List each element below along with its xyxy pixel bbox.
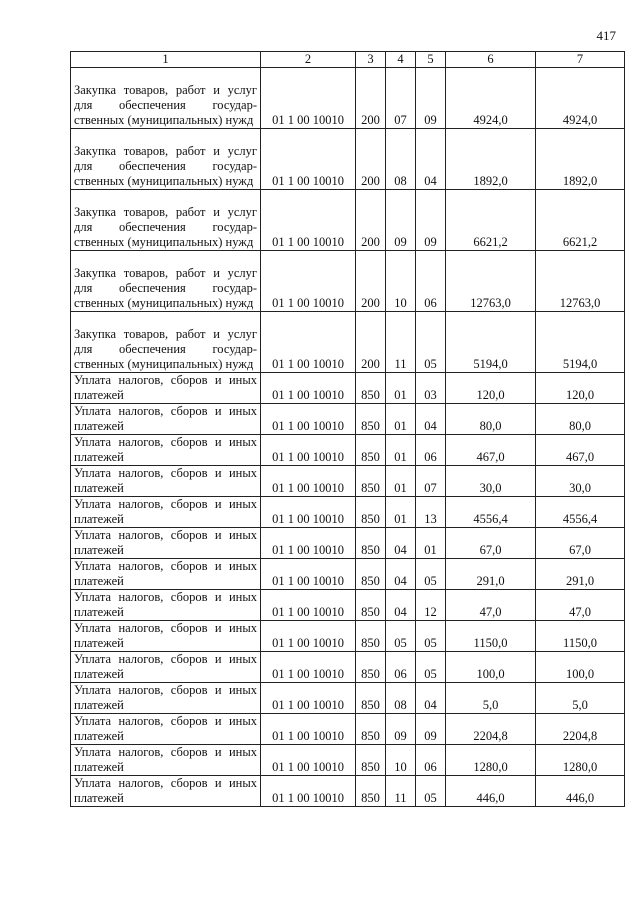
subsection-cell: 09 bbox=[416, 68, 446, 129]
table-row bbox=[71, 683, 625, 714]
expense-type-cell: 850 bbox=[356, 714, 386, 745]
expense-type-cell: 200 bbox=[356, 251, 386, 312]
description-cell: Закупка товаров, работ и услуг для обеспечения государ-ственных (муниципальных) нужд bbox=[71, 129, 261, 190]
description-cell: Уплата налогов, сборов и иных платежей bbox=[71, 714, 261, 745]
code-cell: 01 1 00 10010 bbox=[261, 497, 356, 528]
description-cell: Уплата налогов, сборов и иных платежей bbox=[71, 404, 261, 435]
table-row bbox=[71, 621, 625, 652]
code-cell: 01 1 00 10010 bbox=[261, 590, 356, 621]
amount-cell: 1150,0 bbox=[536, 621, 625, 652]
header-cell: 7 bbox=[536, 52, 625, 68]
section-cell: 06 bbox=[386, 652, 416, 683]
amount-cell: 30,0 bbox=[536, 466, 625, 497]
expense-type-cell: 850 bbox=[356, 559, 386, 590]
table-row bbox=[71, 312, 625, 373]
description-cell: Уплата налогов, сборов и иных платежей bbox=[71, 466, 261, 497]
code-cell: 01 1 00 10010 bbox=[261, 714, 356, 745]
section-cell: 04 bbox=[386, 590, 416, 621]
description-cell: Уплата налогов, сборов и иных платежей bbox=[71, 528, 261, 559]
expense-type-cell: 850 bbox=[356, 404, 386, 435]
subsection-cell: 04 bbox=[416, 683, 446, 714]
table-row bbox=[71, 404, 625, 435]
table-row bbox=[71, 745, 625, 776]
header-cell: 5 bbox=[416, 52, 446, 68]
table-row bbox=[71, 776, 625, 807]
amount-cell: 291,0 bbox=[536, 559, 625, 590]
amount-cell: 6621,2 bbox=[536, 190, 625, 251]
amount-cell: 30,0 bbox=[446, 466, 536, 497]
table-row bbox=[71, 528, 625, 559]
amount-cell: 4556,4 bbox=[536, 497, 625, 528]
expense-type-cell: 850 bbox=[356, 745, 386, 776]
expense-type-cell: 850 bbox=[356, 435, 386, 466]
subsection-cell: 05 bbox=[416, 559, 446, 590]
amount-cell: 5,0 bbox=[446, 683, 536, 714]
expense-type-cell: 850 bbox=[356, 590, 386, 621]
amount-cell: 5,0 bbox=[536, 683, 625, 714]
subsection-cell: 09 bbox=[416, 190, 446, 251]
amount-cell: 1280,0 bbox=[446, 745, 536, 776]
amount-cell: 5194,0 bbox=[446, 312, 536, 373]
header-cell: 6 bbox=[446, 52, 536, 68]
description-cell: Закупка товаров, работ и услуг для обеспечения государ-ственных (муниципальных) нужд bbox=[71, 190, 261, 251]
amount-cell: 1892,0 bbox=[536, 129, 625, 190]
description-cell: Закупка товаров, работ и услуг для обеспечения государ-ственных (муниципальных) нужд bbox=[71, 68, 261, 129]
budget-table bbox=[70, 51, 625, 807]
subsection-cell: 06 bbox=[416, 745, 446, 776]
expense-type-cell: 850 bbox=[356, 652, 386, 683]
amount-cell: 5194,0 bbox=[536, 312, 625, 373]
table-row bbox=[71, 435, 625, 466]
expense-type-cell: 200 bbox=[356, 312, 386, 373]
table-row bbox=[71, 251, 625, 312]
table-row bbox=[71, 652, 625, 683]
description-cell: Закупка товаров, работ и услуг для обеспечения государ-ственных (муниципальных) нужд bbox=[71, 312, 261, 373]
expense-type-cell: 850 bbox=[356, 683, 386, 714]
page-number: 417 bbox=[596, 28, 616, 43]
header-cell: 3 bbox=[356, 52, 386, 68]
code-cell: 01 1 00 10010 bbox=[261, 528, 356, 559]
subsection-cell: 05 bbox=[416, 776, 446, 807]
amount-cell: 47,0 bbox=[536, 590, 625, 621]
table-row bbox=[71, 590, 625, 621]
description-cell: Уплата налогов, сборов и иных платежей bbox=[71, 590, 261, 621]
description-cell: Уплата налогов, сборов и иных платежей bbox=[71, 435, 261, 466]
amount-cell: 446,0 bbox=[536, 776, 625, 807]
subsection-cell: 01 bbox=[416, 528, 446, 559]
description-cell: Уплата налогов, сборов и иных платежей bbox=[71, 497, 261, 528]
amount-cell: 100,0 bbox=[446, 652, 536, 683]
section-cell: 05 bbox=[386, 621, 416, 652]
description-cell: Уплата налогов, сборов и иных платежей bbox=[71, 559, 261, 590]
code-cell: 01 1 00 10010 bbox=[261, 435, 356, 466]
table-row bbox=[71, 559, 625, 590]
amount-cell: 80,0 bbox=[446, 404, 536, 435]
amount-cell: 291,0 bbox=[446, 559, 536, 590]
description-cell: Закупка товаров, работ и услуг для обеспечения государ-ственных (муниципальных) нужд bbox=[71, 251, 261, 312]
code-cell: 01 1 00 10010 bbox=[261, 652, 356, 683]
header-cell: 2 bbox=[261, 52, 356, 68]
section-cell: 01 bbox=[386, 373, 416, 404]
section-cell: 09 bbox=[386, 190, 416, 251]
section-cell: 11 bbox=[386, 312, 416, 373]
amount-cell: 67,0 bbox=[536, 528, 625, 559]
subsection-cell: 06 bbox=[416, 435, 446, 466]
description-cell: Уплата налогов, сборов и иных платежей bbox=[71, 745, 261, 776]
amount-cell: 446,0 bbox=[446, 776, 536, 807]
code-cell: 01 1 00 10010 bbox=[261, 68, 356, 129]
section-cell: 01 bbox=[386, 466, 416, 497]
table-row bbox=[71, 714, 625, 745]
amount-cell: 1280,0 bbox=[536, 745, 625, 776]
expense-type-cell: 200 bbox=[356, 129, 386, 190]
section-cell: 01 bbox=[386, 404, 416, 435]
description-cell: Уплата налогов, сборов и иных платежей bbox=[71, 621, 261, 652]
expense-type-cell: 850 bbox=[356, 528, 386, 559]
section-cell: 11 bbox=[386, 776, 416, 807]
section-cell: 08 bbox=[386, 129, 416, 190]
subsection-cell: 09 bbox=[416, 714, 446, 745]
code-cell: 01 1 00 10010 bbox=[261, 190, 356, 251]
subsection-cell: 03 bbox=[416, 373, 446, 404]
expense-type-cell: 850 bbox=[356, 373, 386, 404]
expense-type-cell: 200 bbox=[356, 190, 386, 251]
amount-cell: 12763,0 bbox=[446, 251, 536, 312]
subsection-cell: 04 bbox=[416, 404, 446, 435]
expense-type-cell: 200 bbox=[356, 68, 386, 129]
amount-cell: 1892,0 bbox=[446, 129, 536, 190]
amount-cell: 67,0 bbox=[446, 528, 536, 559]
subsection-cell: 07 bbox=[416, 466, 446, 497]
subsection-cell: 12 bbox=[416, 590, 446, 621]
table-row bbox=[71, 68, 625, 129]
expense-type-cell: 850 bbox=[356, 466, 386, 497]
header-cell: 1 bbox=[71, 52, 261, 68]
header-cell: 4 bbox=[386, 52, 416, 68]
code-cell: 01 1 00 10010 bbox=[261, 466, 356, 497]
amount-cell: 4924,0 bbox=[446, 68, 536, 129]
expense-type-cell: 850 bbox=[356, 621, 386, 652]
section-cell: 10 bbox=[386, 745, 416, 776]
subsection-cell: 06 bbox=[416, 251, 446, 312]
amount-cell: 467,0 bbox=[536, 435, 625, 466]
section-cell: 10 bbox=[386, 251, 416, 312]
table-row bbox=[71, 466, 625, 497]
description-cell: Уплата налогов, сборов и иных платежей bbox=[71, 652, 261, 683]
code-cell: 01 1 00 10010 bbox=[261, 559, 356, 590]
amount-cell: 100,0 bbox=[536, 652, 625, 683]
subsection-cell: 13 bbox=[416, 497, 446, 528]
amount-cell: 2204,8 bbox=[446, 714, 536, 745]
amount-cell: 120,0 bbox=[536, 373, 625, 404]
code-cell: 01 1 00 10010 bbox=[261, 745, 356, 776]
amount-cell: 80,0 bbox=[536, 404, 625, 435]
table-row bbox=[71, 129, 625, 190]
header-row bbox=[71, 52, 625, 68]
code-cell: 01 1 00 10010 bbox=[261, 373, 356, 404]
code-cell: 01 1 00 10010 bbox=[261, 683, 356, 714]
expense-type-cell: 850 bbox=[356, 776, 386, 807]
section-cell: 08 bbox=[386, 683, 416, 714]
amount-cell: 120,0 bbox=[446, 373, 536, 404]
subsection-cell: 05 bbox=[416, 621, 446, 652]
amount-cell: 4924,0 bbox=[536, 68, 625, 129]
section-cell: 07 bbox=[386, 68, 416, 129]
section-cell: 09 bbox=[386, 714, 416, 745]
amount-cell: 47,0 bbox=[446, 590, 536, 621]
code-cell: 01 1 00 10010 bbox=[261, 404, 356, 435]
amount-cell: 1150,0 bbox=[446, 621, 536, 652]
amount-cell: 467,0 bbox=[446, 435, 536, 466]
expense-type-cell: 850 bbox=[356, 497, 386, 528]
section-cell: 01 bbox=[386, 497, 416, 528]
section-cell: 01 bbox=[386, 435, 416, 466]
amount-cell: 12763,0 bbox=[536, 251, 625, 312]
table-body bbox=[71, 68, 625, 807]
amount-cell: 6621,2 bbox=[446, 190, 536, 251]
code-cell: 01 1 00 10010 bbox=[261, 776, 356, 807]
amount-cell: 4556,4 bbox=[446, 497, 536, 528]
code-cell: 01 1 00 10010 bbox=[261, 251, 356, 312]
description-cell: Уплата налогов, сборов и иных платежей bbox=[71, 683, 261, 714]
subsection-cell: 05 bbox=[416, 312, 446, 373]
code-cell: 01 1 00 10010 bbox=[261, 312, 356, 373]
amount-cell: 2204,8 bbox=[536, 714, 625, 745]
section-cell: 04 bbox=[386, 528, 416, 559]
table-row bbox=[71, 373, 625, 404]
code-cell: 01 1 00 10010 bbox=[261, 621, 356, 652]
section-cell: 04 bbox=[386, 559, 416, 590]
code-cell: 01 1 00 10010 bbox=[261, 129, 356, 190]
description-cell: Уплата налогов, сборов и иных платежей bbox=[71, 373, 261, 404]
subsection-cell: 05 bbox=[416, 652, 446, 683]
table-row bbox=[71, 497, 625, 528]
description-cell: Уплата налогов, сборов и иных платежей bbox=[71, 776, 261, 807]
table-row bbox=[71, 190, 625, 251]
subsection-cell: 04 bbox=[416, 129, 446, 190]
